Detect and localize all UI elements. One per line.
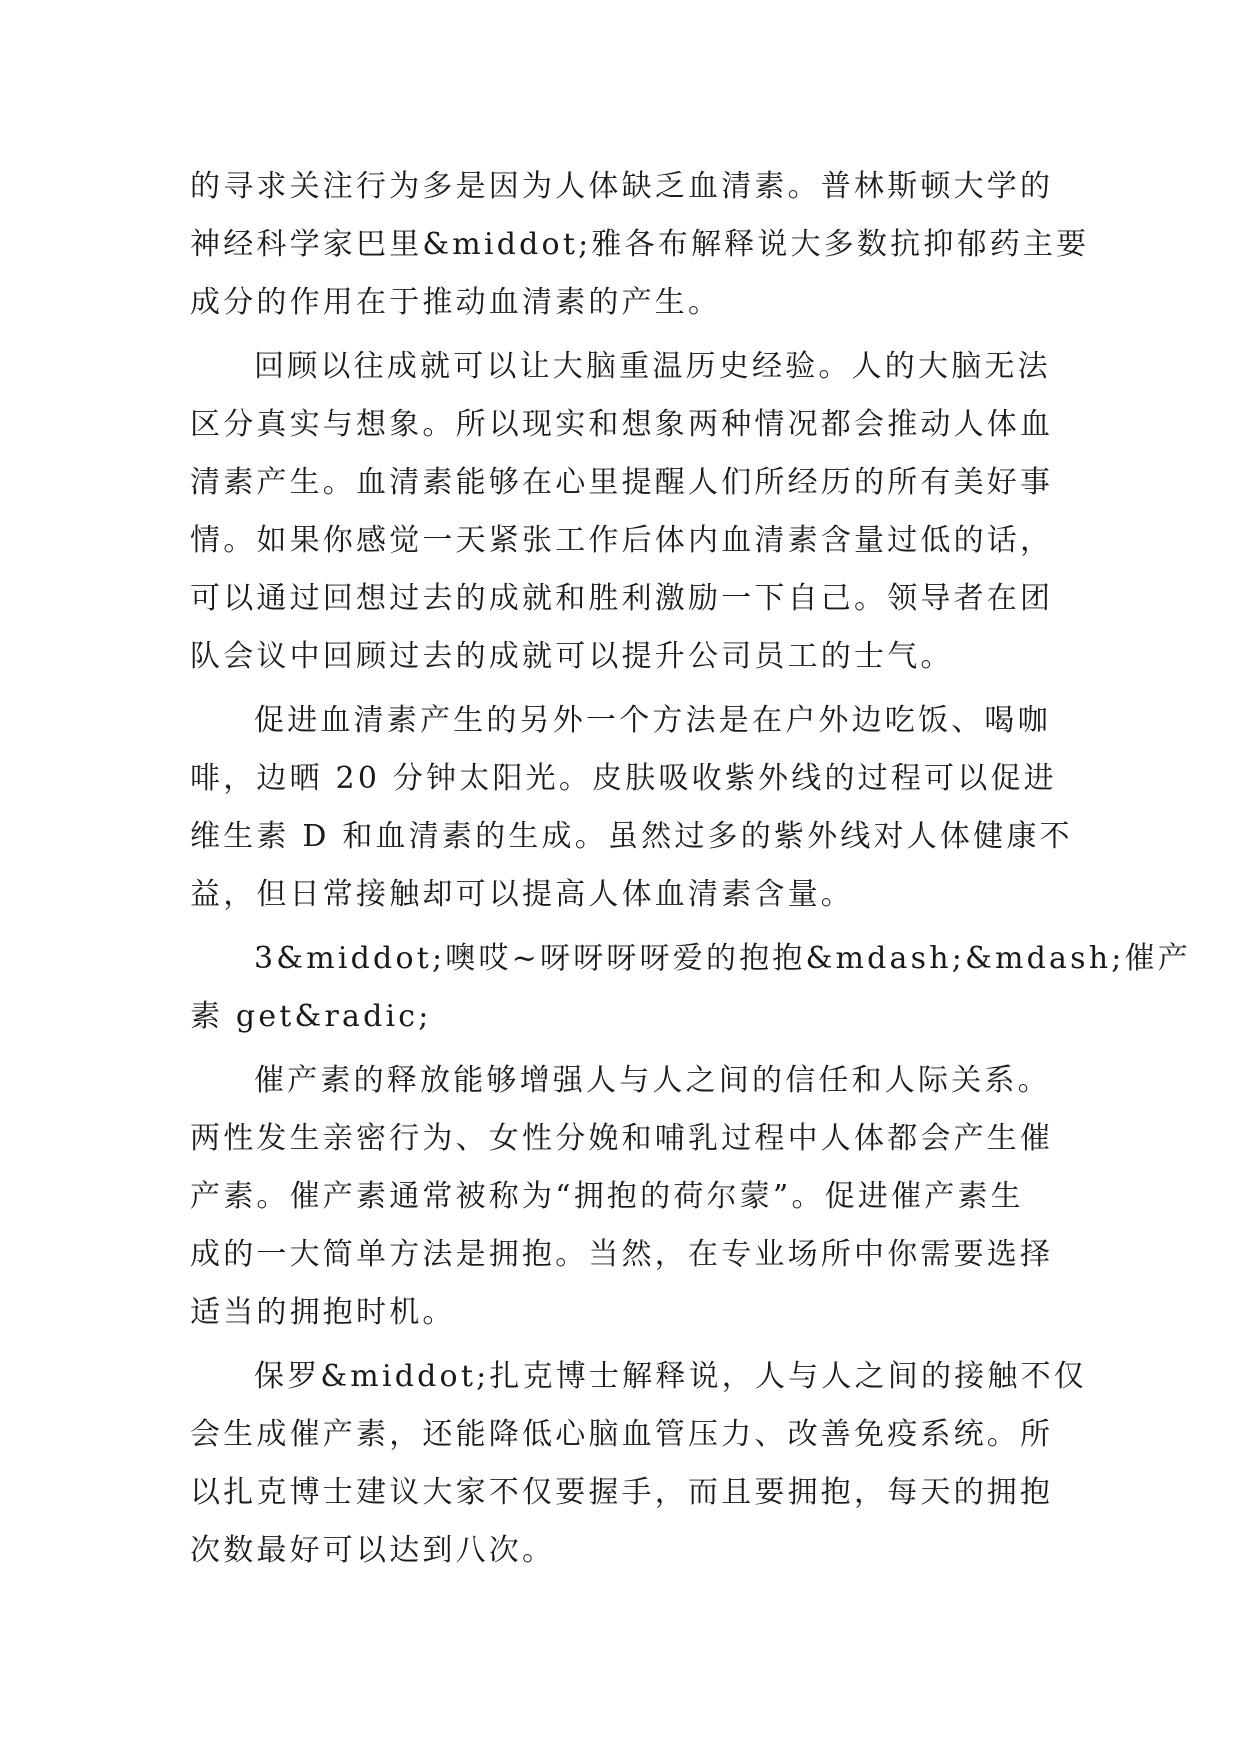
text-line: 成的一大简单方法是拥抱。当然，在专业场所中你需要选择: [190, 1237, 1054, 1272]
text-line: 以扎克博士建议大家不仅要握手，而且要拥抱，每天的拥抱: [190, 1475, 1054, 1510]
text-line: 清素产生。血清素能够在心里提醒人们所经历的所有美好事: [190, 465, 1054, 500]
text-line: 区分真实与想象。所以现实和想象两种情况都会推动人体血: [190, 407, 1054, 442]
text-line: 益，但日常接触却可以提高人体血清素含量。: [190, 877, 854, 912]
text-line: 3&middot;噢哎~呀呀呀呀爱的抱抱&mdash;&mdash;催产: [254, 941, 1191, 976]
text-line: 情。如果你感觉一天紧张工作后体内血清素含量过低的话，: [190, 523, 1054, 558]
text-line: 成分的作用在于推动血清素的产生。: [190, 285, 722, 320]
text-line: 保罗&middot;扎克博士解释说，人与人之间的接触不仅: [254, 1359, 1087, 1394]
document-body: [190, 158, 1191, 1580]
text-line: 促进血清素产生的另外一个方法是在户外边吃饭、喝咖: [254, 703, 1051, 738]
text-line: 维生素 D 和血清素的生成。虽然过多的紫外线对人体健康不: [190, 819, 1073, 854]
text-line: 回顾以往成就可以让大脑重温历史经验。人的大脑无法: [254, 349, 1051, 384]
text-line: 产素。催产素通常被称为“拥抱的荷尔蒙”。促进催产素生: [190, 1179, 1024, 1214]
text-line: 啡，边晒 20 分钟太阳光。皮肤吸收紫外线的过程可以促进: [190, 761, 1057, 796]
text-line: 队会议中回顾过去的成就可以提升公司员工的士气。: [190, 639, 954, 674]
text-line: 的寻求关注行为多是因为人体缺乏血清素。普林斯顿大学的: [190, 169, 1054, 204]
text-line: 适当的拥抱时机。: [190, 1295, 456, 1330]
text-line: 可以通过回想过去的成就和胜利激励一下自己。领导者在团: [190, 581, 1054, 616]
text-line: 两性发生亲密行为、女性分娩和哺乳过程中人体都会产生催: [190, 1121, 1054, 1156]
text-line: 神经科学家巴里&middot;雅各布解释说大多数抗抑郁药主要: [190, 227, 1090, 262]
text-line: 素 get&radic;: [190, 999, 432, 1034]
text-line: 次数最好可以达到八次。: [190, 1533, 556, 1568]
text-line: 催产素的释放能够增强人与人之间的信任和人际关系。: [254, 1063, 1051, 1098]
text-line: 会生成催产素，还能降低心脑血管压力、改善免疫系统。所: [190, 1417, 1054, 1452]
